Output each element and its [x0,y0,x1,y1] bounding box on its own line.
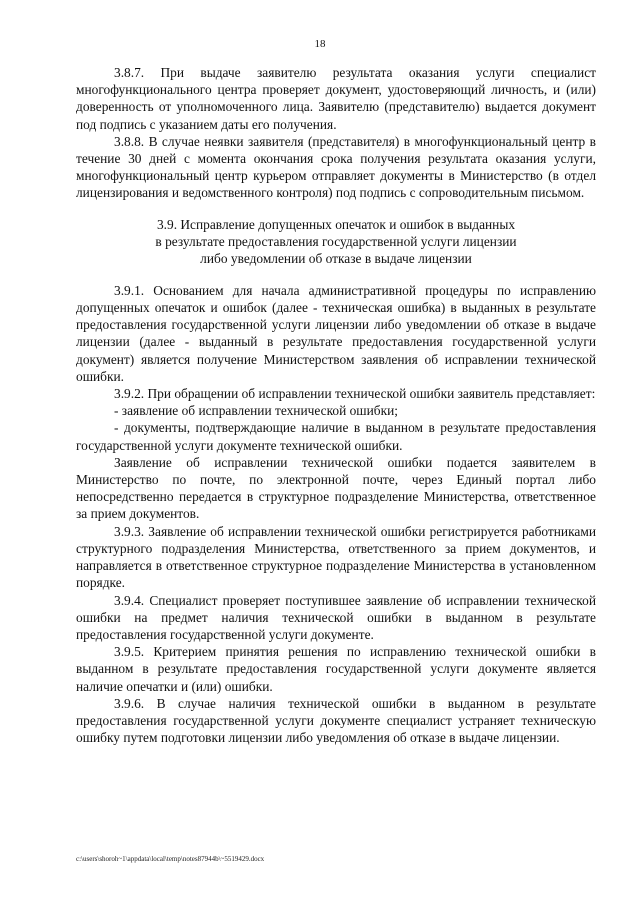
paragraph-application-submission: Заявление об исправлении технической ошибки подается заявителем в Министерство по почте, по электронной почте, через Единый портал либо непосредственно передается в структурное подразделение Министерства, ответственное за прием документов. [76,454,596,522]
paragraph-3-9-2: 3.9.2. При обращении об исправлении технической ошибки заявитель представляет: [114,386,596,402]
list-item-documents: - документы, подтверждающие наличие в выданном в результате предоставления государственной услуги документе технической ошибки. [76,420,596,453]
paragraph-3-9-4: 3.9.4. Специалист проверяет поступившее заявление об исправлении технической ошибки на предмет наличия технической ошибки в выданном в результате предоставления государственной услуги документе. [76,592,596,642]
paragraph-3-9-6: 3.9.6. В случае наличия технической ошибки в выданном в результате предоставления государственной услуги документе специалист устраняет техническую ошибку путем подготовки лицензии либо уведомления об отказе в выдаче лицензии. [76,695,596,746]
page-number: 18 [314,38,326,50]
paragraph-3-8-7: 3.8.7. При выдаче заявителю результата оказания услуги специалист многофункционального центра проверяет документ, удостоверяющий личность, и (или) доверенность от уполномоченного лица. Заявителю (представителю) выдается документ под подпись с указанием даты его получения. [76,65,596,132]
list-item-application: - заявление об исправлении технической ошибки; [114,403,398,419]
section-title-line-3: либо уведомлении об отказе в выдаче лицензии [200,251,472,267]
section-title-line-1: 3.9. Исправление допущенных опечаток и ошибок в выданных [156,216,516,232]
document-body [76,64,596,746]
paragraph-3-9-5: 3.9.5. Критерием принятия решения по исправлению технической ошибки в выданном в результате предоставления государственной услуги документе является наличие опечатки и (или) ошибки. [76,644,596,694]
paragraph-3-9-3: 3.9.3. Заявление об исправлении технической ошибки регистрируется работниками структурного подразделения Министерства, ответственного за прием документов, и направляется в ответственное структурное подразделение Министерства в установленном порядке. [76,523,596,591]
section-title-3-9 [76,216,596,268]
paragraph-3-9-1: 3.9.1. Основанием для начала административной процедуры по исправлению допущенных опечаток и ошибок (далее - техническая ошибка) в выданных в результате предоставления государственной услуги лицензии либо уведомлении об отказе в выдаче лицензии (далее - выданный в результате предоставления государственной услуги документ) является получение Министерством заявления об исправлении технической ошибки. [76,282,596,384]
section-title-line-2: в результате предоставления государственной услуги лицензии [155,234,517,250]
paragraph-3-8-8: 3.8.8. В случае неявки заявителя (представителя) в многофункциональный центр в течение 30 дней с момента окончания срока получения результата оказания услуги, многофункциональный центр курьером отправляет документы в Министерство (в отдел лицензирования и ведомственного контроля) под подпись с сопроводительным письмом. [76,133,596,201]
footer-file-path: c:\users\shoroh~1\appdata\local\temp\notes87944b\~5519429.docx [76,855,265,863]
